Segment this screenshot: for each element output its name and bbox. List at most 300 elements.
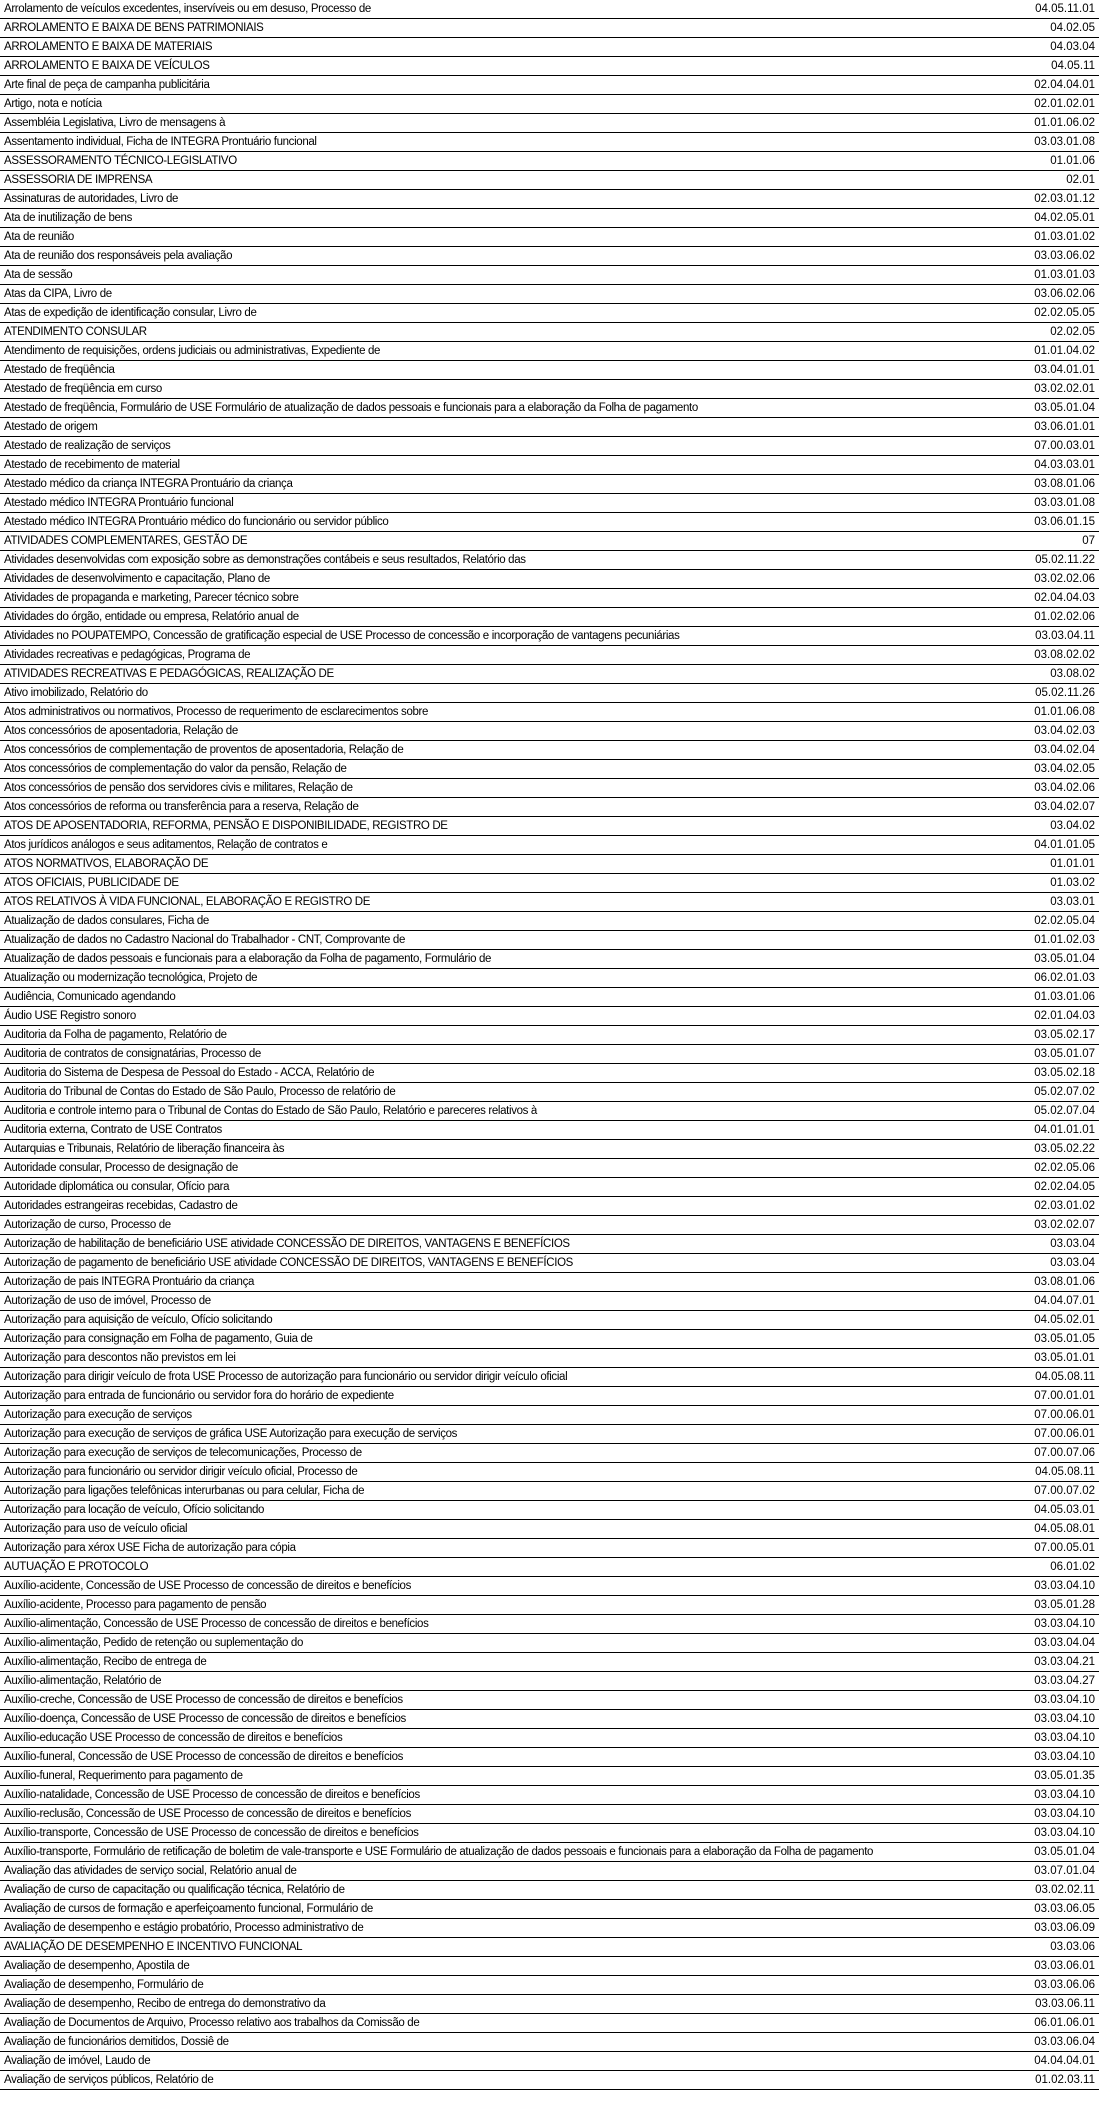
table-row [0,19,1099,38]
row-term: Auxílio-transporte, Formulário de retificação de boletim de vale-transporte e USE Formulário de atualização de dados pessoais e funcionais para a elaboração da Folha de pagamento [4,1846,874,1858]
row-code: 03.03.06.06 [1034,1979,1095,1991]
row-code: 03.05.01.04 [1034,402,1095,414]
row-term: Atestado médico da criança INTEGRA Prontuário da criança [4,478,293,490]
table-row [0,475,1099,494]
table-row [0,760,1099,779]
row-term: Auditoria e controle interno para o Tribunal de Contas do Estado de São Paulo, Relatório e pareceres relativos à [4,1105,537,1117]
table-row [0,684,1099,703]
row-term: Atas de expedição de identificação consular, Livro de [4,307,257,319]
row-term: Atos concessórios de aposentadoria, Relação de [4,725,238,737]
table-row [0,798,1099,817]
row-code: 04.01.01.01 [1034,1124,1095,1136]
row-term: Atas da CIPA, Livro de [4,288,112,300]
row-term: ATOS DE APOSENTADORIA, REFORMA, PENSÃO E DISPONIBILIDADE, REGISTRO DE [4,820,448,832]
table-row [0,1767,1099,1786]
row-code: 03.05.01.07 [1034,1048,1095,1060]
row-code: 05.02.07.02 [1034,1086,1095,1098]
row-code: 03.04.01.01 [1034,364,1095,376]
row-code: 02.02.05.06 [1034,1162,1095,1174]
row-term: Atos jurídicos análogos e seus aditamentos, Relação de contratos e [4,839,328,851]
row-term: ARROLAMENTO E BAIXA DE MATERIAIS [4,41,213,53]
row-code: 03.04.02.07 [1034,801,1095,813]
row-code: 03.03.04.10 [1034,1827,1095,1839]
row-code: 03.06.02.06 [1034,288,1095,300]
row-term: Atos concessórios de complementação de proventos de aposentadoria, Relação de [4,744,404,756]
table-row [0,1330,1099,1349]
row-code: 03.03.06.09 [1034,1922,1095,1934]
table-row [0,323,1099,342]
table-row [0,209,1099,228]
row-code: 04.05.02.01 [1034,1314,1095,1326]
row-term: Assinaturas de autoridades, Livro de [4,193,179,205]
table-row [0,1881,1099,1900]
row-code: 04.05.08.11 [1035,1371,1095,1383]
table-row [0,399,1099,418]
row-term: Auditoria de contratos de consignatárias, Processo de [4,1048,261,1060]
row-term: ATENDIMENTO CONSULAR [4,326,147,338]
table-row [0,266,1099,285]
row-code: 01.01.06.02 [1034,117,1095,129]
table-row [0,1900,1099,1919]
row-term: Autorização para dirigir veículo de frota USE Processo de autorização para funcionário ou servidor dirigir veículo oficial [4,1371,568,1383]
row-code: 03.03.06.02 [1034,250,1095,262]
row-code: 02.02.04.05 [1034,1181,1095,1193]
row-term: Avaliação de serviços públicos, Relatório de [4,2074,214,2086]
row-term: Autorização para xérox USE Ficha de autorização para cópia [4,1542,296,1554]
row-code: 04.04.07.01 [1034,1295,1095,1307]
table-row [0,1672,1099,1691]
row-term: Auxílio-natalidade, Concessão de USE Processo de concessão de direitos e benefícios [4,1789,420,1801]
table-row [0,2014,1099,2033]
table-row [0,247,1099,266]
table-row [0,1615,1099,1634]
row-term: Atividades recreativas e pedagógicas, Programa de [4,649,251,661]
row-term: Atualização de dados pessoais e funcionais para a elaboração da Folha de pagamento, Formulário de [4,953,492,965]
table-row [0,1653,1099,1672]
row-term: Autorização para uso de veículo oficial [4,1523,188,1535]
row-code: 03.03.06 [1050,1941,1095,1953]
table-row [0,1064,1099,1083]
row-code: 03.03.04.10 [1034,1618,1095,1630]
row-code: 03.03.01.08 [1034,136,1095,148]
row-term: Autoridade diplomática ou consular, Ofício para [4,1181,230,1193]
row-term: Ata de sessão [4,269,73,281]
table-row [0,152,1099,171]
row-term: Artigo, nota e notícia [4,98,102,110]
row-code: 03.02.02.01 [1034,383,1095,395]
row-code: 03.08.01.06 [1034,478,1095,490]
row-code: 07.00.03.01 [1034,440,1095,452]
row-code: 05.02.07.04 [1034,1105,1095,1117]
row-code: 03.02.02.07 [1034,1219,1095,1231]
table-row [0,342,1099,361]
table-row [0,1178,1099,1197]
row-code: 03.03.04.27 [1034,1675,1095,1687]
row-term: Autorização para execução de serviços [4,1409,192,1421]
row-code: 04.02.05 [1050,22,1095,34]
row-code: 03.05.02.22 [1034,1143,1095,1155]
row-code: 03.03.04.10 [1034,1580,1095,1592]
table-row [0,1824,1099,1843]
table-row [0,1995,1099,2014]
row-term: Atos concessórios de reforma ou transferência para a reserva, Relação de [4,801,359,813]
table-row [0,931,1099,950]
row-term: Autorização de pagamento de beneficiário USE atividade CONCESSÃO DE DIREITOS, VANTAGENS E BENEFÍCIOS [4,1257,573,1269]
row-code: 02.02.05.04 [1034,915,1095,927]
table-row [0,1140,1099,1159]
table-row [0,1159,1099,1178]
row-term: Assembléia Legislativa, Livro de mensagens à [4,117,226,129]
row-term: Audiência, Comunicado agendando [4,991,176,1003]
row-code: 03.04.02.05 [1034,763,1095,775]
row-term: Atos concessórios de pensão dos servidores civis e militares, Relação de [4,782,353,794]
row-term: Atualização ou modernização tecnológica, Projeto de [4,972,258,984]
table-row [0,38,1099,57]
row-term: ARROLAMENTO E BAIXA DE BENS PATRIMONIAIS [4,22,264,34]
table-row [0,551,1099,570]
row-term: Auxílio-alimentação, Concessão de USE Processo de concessão de direitos e benefícios [4,1618,429,1630]
row-term: Autorização para descontos não previstos em lei [4,1352,236,1364]
row-code: 03.03.04.10 [1034,1694,1095,1706]
row-term: Atividades de desenvolvimento e capacitação, Plano de [4,573,270,585]
table-row [0,133,1099,152]
row-code: 03.03.04 [1050,1238,1095,1250]
table-row [0,855,1099,874]
row-code: 06.01.02 [1050,1561,1095,1573]
row-term: ATOS RELATIVOS À VIDA FUNCIONAL, ELABORAÇÃO E REGISTRO DE [4,896,371,908]
row-code: 03.08.01.06 [1034,1276,1095,1288]
table-row [0,2052,1099,2071]
table-row [0,722,1099,741]
row-code: 01.03.02 [1050,877,1095,889]
table-row [0,57,1099,76]
row-term: Autarquias e Tribunais, Relatório de liberação financeira às [4,1143,285,1155]
table-row [0,285,1099,304]
row-code: 01.01.06 [1050,155,1095,167]
table-row [0,114,1099,133]
row-term: Autorização para aquisição de veículo, Ofício solicitando [4,1314,273,1326]
row-term: Auxílio-acidente, Concessão de USE Processo de concessão de direitos e benefícios [4,1580,411,1592]
row-code: 03.03.01.08 [1034,497,1095,509]
row-term: Autoridade consular, Processo de designação de [4,1162,238,1174]
row-code: 07.00.07.02 [1034,1485,1095,1497]
row-code: 07.00.05.01 [1034,1542,1095,1554]
row-term: Avaliação das atividades de serviço social, Relatório anual de [4,1865,297,1877]
table-row [0,1919,1099,1938]
row-code: 03.06.01.01 [1034,421,1095,433]
row-term: Autoridades estrangeiras recebidas, Cadastro de [4,1200,238,1212]
row-term: Atestado de freqüência, Formulário de USE Formulário de atualização de dados pessoais e funcionais para a elaboração da Folha de pagamento [4,402,698,414]
row-code: 04.05.11 [1051,60,1095,72]
row-code: 03.03.04.10 [1034,1751,1095,1763]
table-row [0,627,1099,646]
row-term: Avaliação de desempenho e estágio probatório, Processo administrativo de [4,1922,364,1934]
table-row [0,1197,1099,1216]
row-term: Autorização de pais INTEGRA Prontuário da criança [4,1276,255,1288]
row-code: 03.04.02 [1050,820,1095,832]
table-row [0,741,1099,760]
table-row [0,1748,1099,1767]
row-code: 07.00.01.01 [1034,1390,1095,1402]
row-term: Autorização de curso, Processo de [4,1219,171,1231]
table-row [0,418,1099,437]
row-code: 04.03.04 [1050,41,1095,53]
row-code: 07 [1082,535,1095,547]
table-row [0,1311,1099,1330]
table-row [0,893,1099,912]
table-row [0,608,1099,627]
row-term: Autorização para funcionário ou servidor dirigir veículo oficial, Processo de [4,1466,358,1478]
row-term: Atestado médico INTEGRA Prontuário funcional [4,497,234,509]
row-term: Atividades desenvolvidas com exposição sobre as demonstrações contábeis e seus resultados, Relatório das [4,554,526,566]
row-code: 05.02.11.26 [1035,687,1095,699]
row-code: 03.08.02 [1050,668,1095,680]
table-row [0,646,1099,665]
row-code: 02.03.01.02 [1034,1200,1095,1212]
row-code: 01.01.06.08 [1034,706,1095,718]
row-term: ARROLAMENTO E BAIXA DE VEÍCULOS [4,60,210,72]
table-row [0,874,1099,893]
row-term: ATIVIDADES RECREATIVAS E PEDAGÓGICAS, REALIZAÇÃO DE [4,668,334,680]
row-code: 03.04.02.04 [1034,744,1095,756]
table-row [0,950,1099,969]
row-code: 02.01 [1066,174,1095,186]
row-code: 03.02.02.11 [1035,1884,1095,1896]
table-row [0,1501,1099,1520]
table-row [0,456,1099,475]
row-term: Auxílio-reclusão, Concessão de USE Processo de concessão de direitos e benefícios [4,1808,411,1820]
row-term: Avaliação de curso de capacitação ou qualificação técnica, Relatório de [4,1884,345,1896]
row-term: AVALIAÇÃO DE DESEMPENHO E INCENTIVO FUNCIONAL [4,1941,303,1953]
row-code: 07.00.06.01 [1034,1409,1095,1421]
row-code: 01.01.04.02 [1034,345,1095,357]
row-code: 04.05.03.01 [1034,1504,1095,1516]
row-term: Ata de reunião dos responsáveis pela avaliação [4,250,233,262]
row-term: Autorização para consignação em Folha de pagamento, Guia de [4,1333,313,1345]
row-code: 02.02.05 [1050,326,1095,338]
table-row [0,969,1099,988]
row-term: Avaliação de desempenho, Apostila de [4,1960,190,1972]
row-term: Avaliação de funcionários demitidos, Dossiê de [4,2036,229,2048]
table-row [0,1216,1099,1235]
row-term: Atendimento de requisições, ordens judiciais ou administrativas, Expediente de [4,345,381,357]
row-code: 03.03.04.11 [1035,630,1095,642]
row-term: Atestado médico INTEGRA Prontuário médico do funcionário ou servidor público [4,516,389,528]
row-code: 04.01.01.05 [1034,839,1095,851]
row-code: 03.05.02.17 [1034,1029,1095,1041]
row-term: Autorização de uso de imóvel, Processo de [4,1295,211,1307]
row-term: Auxílio-transporte, Concessão de USE Processo de concessão de direitos e benefícios [4,1827,419,1839]
table-row [0,1045,1099,1064]
row-code: 03.03.04.10 [1034,1713,1095,1725]
table-row [0,2071,1099,2090]
row-term: Áudio USE Registro sonoro [4,1010,136,1022]
row-code: 03.05.01.05 [1034,1333,1095,1345]
row-code: 06.01.06.01 [1034,2017,1095,2029]
row-term: ATIVIDADES COMPLEMENTARES, GESTÃO DE [4,535,248,547]
row-code: 03.05.01.04 [1034,953,1095,965]
row-term: Auxílio-alimentação, Relatório de [4,1675,162,1687]
table-row [0,1482,1099,1501]
table-row [0,589,1099,608]
row-code: 05.02.11.22 [1035,554,1095,566]
table-row [0,190,1099,209]
row-term: Arrolamento de veículos excedentes, inservíveis ou em desuso, Processo de [4,3,371,15]
row-code: 03.03.04.04 [1034,1637,1095,1649]
table-row [0,380,1099,399]
row-term: Autorização para ligações telefônicas interurbanas ou para celular, Ficha de [4,1485,365,1497]
row-code: 03.05.01.28 [1034,1599,1095,1611]
row-term: Autorização para locação de veículo, Ofício solicitando [4,1504,265,1516]
row-term: Auxílio-acidente, Processo para pagamento de pensão [4,1599,267,1611]
table-row [0,95,1099,114]
row-term: Autorização de habilitação de beneficiário USE atividade CONCESSÃO DE DIREITOS, VANTAGENS E BENEFÍCIOS [4,1238,570,1250]
row-code: 02.04.04.01 [1034,79,1095,91]
row-code: 07.00.06.01 [1034,1428,1095,1440]
row-term: Avaliação de Documentos de Arquivo, Processo relativo aos trabalhos da Comissão de [4,2017,420,2029]
table-row [0,2033,1099,2052]
row-term: Atestado de origem [4,421,98,433]
row-term: Auxílio-funeral, Concessão de USE Processo de concessão de direitos e benefícios [4,1751,404,1763]
table-row [0,1254,1099,1273]
table-row [0,76,1099,95]
table-row [0,1292,1099,1311]
row-code: 02.03.01.12 [1034,193,1095,205]
row-code: 03.02.02.06 [1034,573,1095,585]
row-code: 03.04.02.06 [1034,782,1095,794]
row-code: 03.04.02.03 [1034,725,1095,737]
row-code: 03.03.06.04 [1034,2036,1095,2048]
table-row [0,1083,1099,1102]
row-code: 03.05.02.18 [1034,1067,1095,1079]
table-row [0,228,1099,247]
row-code: 04.05.11.01 [1035,3,1095,15]
row-term: ASSESSORAMENTO TÉCNICO-LEGISLATIVO [4,155,237,167]
row-term: AUTUAÇÃO E PROTOCOLO [4,1561,149,1573]
table-row [0,361,1099,380]
table-row [0,1691,1099,1710]
table-row [0,1596,1099,1615]
row-code: 04.05.08.11 [1035,1466,1095,1478]
table-row [0,1463,1099,1482]
row-code: 03.03.04.10 [1034,1808,1095,1820]
table-row [0,1539,1099,1558]
row-code: 01.03.01.03 [1034,269,1095,281]
table-row [0,1862,1099,1881]
table-row [0,1634,1099,1653]
table-row [0,1710,1099,1729]
row-code: 04.03.03.01 [1034,459,1095,471]
table-row [0,304,1099,323]
table-row [0,703,1099,722]
table-row [0,494,1099,513]
row-term: Avaliação de cursos de formação e aperfeiçoamento funcional, Formulário de [4,1903,373,1915]
table-row [0,988,1099,1007]
table-row [0,1406,1099,1425]
row-term: Auxílio-funeral, Requerimento para pagamento de [4,1770,243,1782]
row-code: 03.03.06.11 [1035,1998,1095,2010]
row-code: 01.03.01.02 [1034,231,1095,243]
row-code: 01.01.02.03 [1034,934,1095,946]
row-code: 03.05.01.35 [1034,1770,1095,1782]
row-code: 01.02.02.06 [1034,611,1095,623]
row-term: Auditoria externa, Contrato de USE Contratos [4,1124,222,1136]
row-code: 02.01.04.03 [1034,1010,1095,1022]
row-term: Auditoria do Sistema de Despesa de Pessoal do Estado - ACCA, Relatório de [4,1067,375,1079]
row-term: Avaliação de desempenho, Recibo de entrega do demonstrativo da [4,1998,326,2010]
row-term: Atualização de dados no Cadastro Nacional do Trabalhador - CNT, Comprovante de [4,934,406,946]
row-term: Auxílio-creche, Concessão de USE Processo de concessão de direitos e benefícios [4,1694,403,1706]
row-term: Atividades de propaganda e marketing, Parecer técnico sobre [4,592,299,604]
row-term: Atualização de dados consulares, Ficha de [4,915,209,927]
table-row [0,1121,1099,1140]
row-term: Ata de inutilização de bens [4,212,133,224]
table-row [0,0,1099,19]
table-row [0,1026,1099,1045]
row-term: Atividades no POUPATEMPO, Concessão de gratificação especial de USE Processo de concessão e incorporação de vantagens pecuniárias [4,630,680,642]
row-term: Auditoria do Tribunal de Contas do Estado de São Paulo, Processo de relatório de [4,1086,396,1098]
row-term: Auditoria da Folha de pagamento, Relatório de [4,1029,227,1041]
table-row [0,1805,1099,1824]
table-row [0,1235,1099,1254]
table-row [0,1102,1099,1121]
row-code: 02.02.05.05 [1034,307,1095,319]
table-row [0,817,1099,836]
table-row [0,171,1099,190]
row-code: 02.04.04.03 [1034,592,1095,604]
row-code: 01.01.01 [1050,858,1095,870]
row-term: Autorização para execução de serviços de gráfica USE Autorização para execução de serviços [4,1428,458,1440]
row-code: 03.05.01.04 [1034,1846,1095,1858]
row-code: 03.08.02.02 [1034,649,1095,661]
table-row [0,779,1099,798]
row-term: Atos administrativos ou normativos, Processo de requerimento de esclarecimentos sobre [4,706,429,718]
row-code: 03.03.04.21 [1034,1656,1095,1668]
table-row [0,1387,1099,1406]
row-code: 01.03.01.06 [1034,991,1095,1003]
row-code: 02.01.02.01 [1034,98,1095,110]
row-code: 03.06.01.15 [1034,516,1095,528]
table-row [0,513,1099,532]
table-row [0,1007,1099,1026]
row-code: 06.02.01.03 [1034,972,1095,984]
row-term: Auxílio-alimentação, Pedido de retenção ou suplementação do [4,1637,304,1649]
row-term: Ata de reunião [4,231,74,243]
table-row [0,1976,1099,1995]
table-row [0,1273,1099,1292]
row-code: 03.03.01 [1050,896,1095,908]
table-row [0,1843,1099,1862]
row-term: Autorização para entrada de funcionário ou servidor fora do horário de expediente [4,1390,394,1402]
row-code: 03.03.06.05 [1034,1903,1095,1915]
row-term: Atos concessórios de complementação do valor da pensão, Relação de [4,763,347,775]
row-code: 03.05.01.01 [1034,1352,1095,1364]
row-code: 04.02.05.01 [1034,212,1095,224]
table-row [0,1444,1099,1463]
table-row [0,1520,1099,1539]
table-row [0,532,1099,551]
table-row [0,1425,1099,1444]
row-term: Arte final de peça de campanha publicitária [4,79,210,91]
row-term: Assentamento individual, Ficha de INTEGRA Prontuário funcional [4,136,317,148]
row-term: Atestado de freqüência [4,364,115,376]
row-code: 04.04.04.01 [1034,2055,1095,2067]
table-row [0,1786,1099,1805]
row-code: 03.07.01.04 [1034,1865,1095,1877]
row-term: Atividades do órgão, entidade ou empresa, Relatório anual de [4,611,299,623]
table-row [0,1349,1099,1368]
table-row [0,1938,1099,1957]
